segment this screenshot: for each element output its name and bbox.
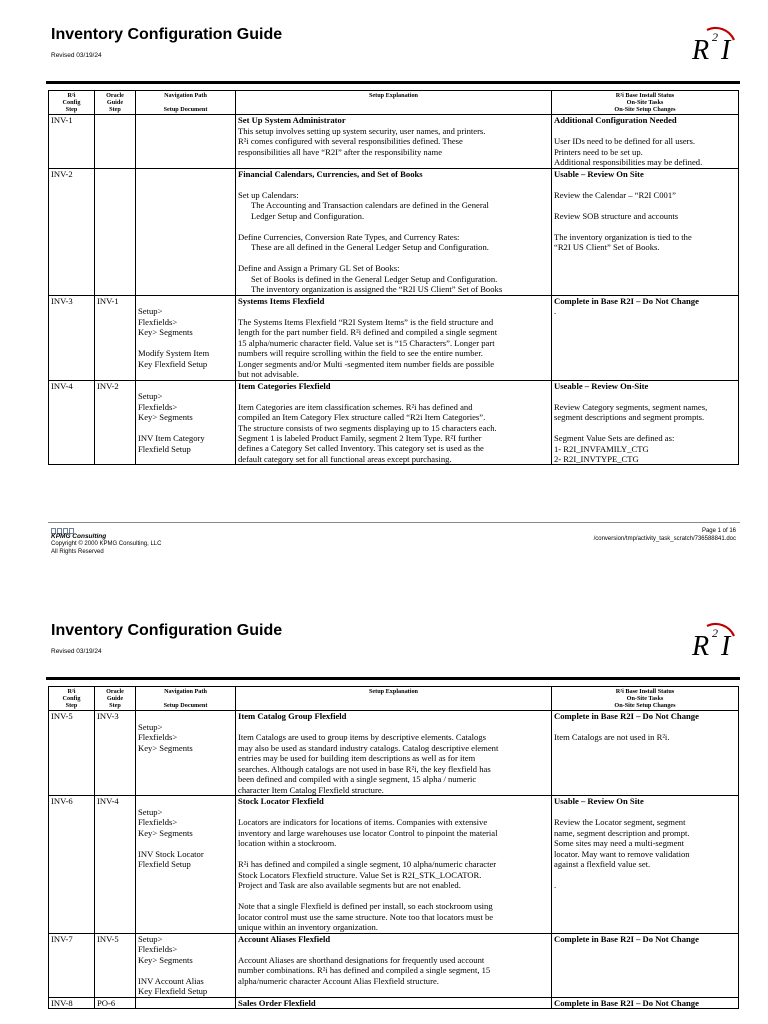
header-line: Setup Document [163,702,208,710]
status-line: Review the Calendar – “R2I C001” [554,189,676,200]
navigation-line: Setup> [138,306,163,317]
blank-line [238,253,549,264]
header-line: Config [62,99,81,107]
r2i-logo [690,26,736,66]
explanation-line: The Accounting and Transaction calendars are defined in the General [251,200,489,211]
blank-line [554,126,736,137]
explanation-line: length for the part number field. R²i defined and compiled a single segment [238,327,498,338]
status-line: against a flexfield value set. [554,859,651,870]
navigation-line: Flexfield Setup [138,443,191,454]
blank-line [554,870,736,881]
setup-title: Item Catalog Group Flexfield [238,711,347,722]
status-line: locator. May want to remove validation [554,848,690,859]
explanation-line: unique within an inventory organization. [238,922,378,933]
navigation-line: Setup> [138,806,163,817]
config-table-page-2 [48,686,739,1009]
config-step-cell: INV-8 [49,997,95,1008]
navigation-path-cell [136,295,236,380]
blank-line [238,391,549,402]
header-line: On-Site Tasks [626,99,664,107]
blank-line [238,722,549,733]
explanation-line: responsibilities all have “R2I” after the responsibility name [238,146,443,157]
setup-explanation-cell [236,711,552,796]
blank-line [554,200,736,211]
config-step-cell: INV-1 [49,115,95,168]
status-line: 2- R2I_INVTYPE_CTG [554,453,639,464]
setup-title: Sales Order Flexfield [238,997,316,1008]
explanation-line: Stock Locators Flexfield structure. Value Set is R2I_STK_LOCATOR. [238,869,482,880]
explanation-line: defines a Category Set called Inventory. This category set is used as the [238,443,484,454]
setup-title: Stock Locator Flexfield [238,796,324,807]
status-line: Segment Value Sets are defined as: [554,433,675,444]
header-line: Navigation Path [164,92,207,99]
header-line: Setup Document [163,106,208,114]
navigation-line: Flexfields> [138,316,178,327]
header-line: Step [65,106,78,114]
blank-line [238,221,549,232]
header-line: R²i Base Install Status [615,688,675,695]
explanation-line: entries may be used for building item descriptions as well as for item [238,753,476,764]
status-line: name, segment description and prompt. [554,827,690,838]
explanation-line: The Systems Items Flexfield “R2I System Items” is the field structure and [238,316,494,327]
status-cell [552,380,739,465]
navigation-line: Modify System Item [138,348,210,359]
explanation-line: Account Aliases are shorthand designations for frequently used account [238,954,485,965]
table-row [49,380,739,465]
footer-brand: KPMG Consulting [51,533,107,540]
status-line: The inventory organization is tied to the [554,231,692,242]
blank-line [138,838,233,849]
setup-explanation-cell [236,933,552,997]
explanation-line: Item Categories are item classification schemes. R²i has defined and [238,401,473,412]
explanation-line: character Item Catalog Flexfield structure. [238,784,384,795]
explanation-line: Set up Calendars: [238,189,299,200]
explanation-line: Segment 1 is labeled Product Family, segment 2 Item Type. R²I further [238,433,482,443]
explanation-line: Locators are indicators for locations of items. Companies with extensive [238,817,488,828]
status-line: Printers need to be set up. [554,146,643,157]
explanation-line: Define Currencies, Conversion Rate Types, and Currency Rates: [238,231,460,242]
explanation-line: Longer segments and/or Multi -segmented item number fields are possible [238,358,495,369]
status-line: . [554,306,557,317]
status-line: User IDs need to be defined for all users. [554,136,696,147]
setup-title: Systems Items Flexfield [238,295,325,306]
navigation-line: Flexfield Setup [138,859,191,870]
navigation-line: Flexfields> [138,401,178,412]
explanation-line: locator control must use the same structure. Note too that locators must be [238,911,494,922]
table-row [49,997,739,1008]
setup-explanation-cell [236,380,552,465]
explanation-line: been defined and compiled with a single segment, 15 alpha / numeric [238,774,477,785]
config-step-cell: INV-3 [49,295,95,380]
navigation-path-cell [136,115,236,168]
explanation-line: Set of Books is defined in the General Ledger Setup and Configuration. [251,273,498,284]
explanation-line: alpha/numeric character Account Alias Flexfield structure. [238,975,439,986]
explanation-line: Project and Task are also available segments but are not enabled. [238,880,461,891]
setup-explanation-cell [236,997,552,1008]
config-step-cell: INV-2 [49,168,95,295]
config-step-cell: INV-6 [49,796,95,933]
navigation-line: Setup> [138,721,163,732]
table-row [49,295,739,380]
navigation-path-cell [136,380,236,465]
status-line: Additional responsibilities may be defined. [554,157,703,168]
col-status-header [552,91,739,115]
status-cell [552,796,739,933]
col-config-step-header [49,687,95,711]
svg-text:2: 2 [712,626,718,640]
guide-step-cell: INV-4 [95,796,136,933]
navigation-line: Key> Segments [138,954,193,965]
blank-line [238,306,549,317]
svg-text:R: R [692,631,710,662]
status-title: Usable – Review On Site [554,168,644,179]
status-cell [552,295,739,380]
config-step-cell: INV-5 [49,711,95,796]
guide-step-cell: INV-1 [95,295,136,380]
status-line: “R2I US Client” Set of Books. [554,242,660,253]
navigation-line: Key> Segments [138,412,193,423]
status-title: Complete in Base R2I – Do Not Change [554,711,699,722]
header-line: On-Site Setup Changes [614,702,676,710]
status-title: Complete in Base R2I – Do Not Change [554,933,699,944]
navigation-line: Key> Segments [138,327,193,338]
header-line: Step [65,702,78,710]
explanation-line: Item Catalogs are used to group items by descriptive elements. Catalogs [238,732,486,743]
explanation-line: Note that a single Flexfield is defined per install, so each stockroom using [238,901,493,912]
config-step-cell: INV-4 [49,380,95,465]
navigation-line: Key Flexfield Setup [138,986,208,997]
svg-text:I: I [721,35,731,66]
navigation-path-cell [136,711,236,796]
page-title: Inventory Configuration Guide [51,26,283,43]
navigation-line: Flexfields> [138,817,178,828]
setup-title: Set Up System Administrator [238,115,346,126]
status-title: Useable – Review On-Site [554,380,649,391]
col-navigation-header [136,687,236,711]
blank-line [554,423,736,434]
status-line: segment descriptions and segment prompts. [554,412,705,423]
setup-explanation-cell [236,295,552,380]
status-cell [552,933,739,997]
status-cell [552,997,739,1008]
col-guide-step-header [95,687,136,711]
col-guide-step-header [95,91,136,115]
navigation-path-cell [136,997,236,1008]
explanation-line: Ledger Setup and Configuration. [251,210,365,221]
header-line [138,99,233,106]
col-explanation-header [236,687,552,711]
explanation-line: Define and Assign a Primary GL Set of Books: [238,263,400,274]
header-line: R²i [67,688,76,695]
col-config-step-header [49,91,95,115]
setup-title: Account Aliases Flexfield [238,933,331,944]
guide-step-cell: INV-2 [95,380,136,465]
table-row [49,796,739,933]
header-line: Oracle [106,92,124,99]
header-line: R²i Base Install Status [615,92,675,99]
status-line: 1- R2I_INVFAMILY_CTG [554,443,649,454]
explanation-line: searches. Although catalogs are not used in base R²i, the key flexfield has [238,763,491,774]
explanation-line: This setup involves setting up system security, user names, and printers. [238,125,486,136]
footer-right [594,528,736,543]
navigation-line: Key> Segments [138,827,193,838]
explanation-line: compiled an Item Category Flex structure called “R2i Item Categories”. [238,412,486,423]
col-navigation-header [136,91,236,115]
blank-line [554,722,736,733]
blank-line [238,891,549,902]
header-line: R²i [67,92,76,99]
blank-line [554,179,736,190]
guide-step-cell: INV-5 [95,933,136,997]
blank-line [238,849,549,860]
blank-line [138,796,233,807]
explanation-line: but not advisable. [238,369,299,380]
status-line: . [554,880,557,891]
header-line: Config [62,695,81,703]
svg-text:I: I [721,631,731,662]
footer-rule [48,522,740,523]
header-line: Oracle [106,688,124,695]
header-line: Step [109,702,121,710]
page-title: Inventory Configuration Guide [51,622,283,639]
explanation-line: The structure consists of two segments displaying up to 15 characters each. [238,422,497,433]
header-line: Setup Explanation [368,92,418,99]
setup-title: Financial Calendars, Currencies, and Set of Books [238,168,423,179]
status-line: Item Catalogs are not used in R²i. [554,732,670,743]
explanation-line: R²i comes configured with several responsibilities defined. These [238,136,463,147]
guide-step-cell [95,168,136,295]
explanation-line: The inventory organization is assigned the “R2I US Client” Set of Books [251,284,503,295]
navigation-path-cell [136,933,236,997]
setup-explanation-cell [236,115,552,168]
table-row [49,115,739,168]
document-page-2 [0,596,768,1024]
footer-left [51,533,161,556]
footer-rights: All Rights Reserved [51,548,104,555]
col-status-header [552,687,739,711]
footer-file-path: /conversion/tmp/activity_task_scratch/736588841.doc [593,535,736,542]
explanation-line: These are all defined in the General Ledger Setup and Configuration. [251,242,489,253]
header-line: On-Site Tasks [626,695,664,703]
setup-title: Item Categories Flexfield [238,380,331,391]
status-title: Additional Configuration Needed [554,115,677,126]
status-line: Review Category segments, segment names, [554,401,708,412]
header-line: Guide [106,695,124,703]
explanation-line: R²i has defined and compiled a single segment, 10 alpha/numeric character [238,859,497,870]
header-line: Setup Explanation [368,688,418,695]
navigation-path-cell [136,168,236,295]
footer-page-number: Page 1 of 16 [701,528,736,534]
blank-line [138,965,233,976]
explanation-line: inventory and large warehouses use locator Control to pinpoint the material [238,827,498,838]
explanation-line: numbers will require scrolling within the field to see the entire number. [238,348,483,359]
navigation-path-cell [136,796,236,933]
setup-explanation-cell [236,796,552,933]
explanation-line: default category set for all functional areas except purchasing. [238,453,452,464]
status-line: Review SOB structure and accounts [554,210,679,221]
status-cell [552,115,739,168]
blank-line [138,381,233,392]
explanation-line: 15 alpha/numeric character field. Value set is “15 Characters”. Longer part [238,337,495,348]
blank-line [138,338,233,349]
header-line [138,695,233,702]
status-title: Complete in Base R2I – Do Not Change [554,295,699,306]
guide-step-cell: INV-3 [95,711,136,796]
guide-step-cell [95,115,136,168]
setup-explanation-cell [236,168,552,295]
table-row [49,933,739,997]
blank-line [138,711,233,722]
navigation-line: INV Stock Locator [138,848,204,859]
status-title: Usable – Review On Site [554,796,644,807]
svg-text:R: R [692,35,710,66]
status-cell [552,168,739,295]
revised-date: Revised 03/19/24 [51,52,102,59]
explanation-line: location within a stockroom. [238,838,337,849]
navigation-line: INV Item Category [138,433,205,444]
status-title: Complete in Base R2I – Do Not Change [554,997,699,1008]
table-header-row [49,687,739,711]
blank-line [138,296,233,307]
header-line: Step [109,106,121,114]
navigation-line: Setup> [138,933,163,944]
config-table-page-1 [48,90,739,465]
blank-line [554,807,736,818]
table-row [49,168,739,295]
table-header-row [49,91,739,115]
footer-copyright: Copyright © 2000 KPMG Consulting, LLC [51,541,162,548]
navigation-line: Key Flexfield Setup [138,358,208,369]
explanation-line: may also be used as standard industry catalogs. Catalog descriptive element [238,742,499,753]
status-line: Some sites may need a multi-segment [554,838,685,849]
navigation-line: Setup> [138,391,163,402]
header-line: Guide [106,99,124,107]
blank-line [238,179,549,190]
navigation-line: Key> Segments [138,742,193,753]
blank-line [554,221,736,232]
header-line: Navigation Path [164,688,207,695]
revised-date: Revised 03/19/24 [51,648,102,655]
blank-line [238,807,549,818]
svg-text:2: 2 [712,30,718,44]
status-line: Review the Locator segment, segment [554,817,686,828]
blank-line [238,944,549,955]
header-line: On-Site Setup Changes [614,106,676,114]
r2i-logo [690,622,736,662]
explanation-line: number combinations. R²i has defined and compiled a single segment, 15 [238,965,491,976]
navigation-line: INV Account Alias [138,975,204,986]
blank-line [138,423,233,434]
blank-line [554,391,736,402]
header-rule [46,677,740,680]
col-explanation-header [236,91,552,115]
guide-step-cell: PO-6 [95,997,136,1008]
navigation-line: Flexfields> [138,944,178,955]
status-cell [552,711,739,796]
navigation-line: Flexfields> [138,732,178,743]
header-rule [46,81,740,84]
table-row [49,711,739,796]
config-step-cell: INV-7 [49,933,95,997]
